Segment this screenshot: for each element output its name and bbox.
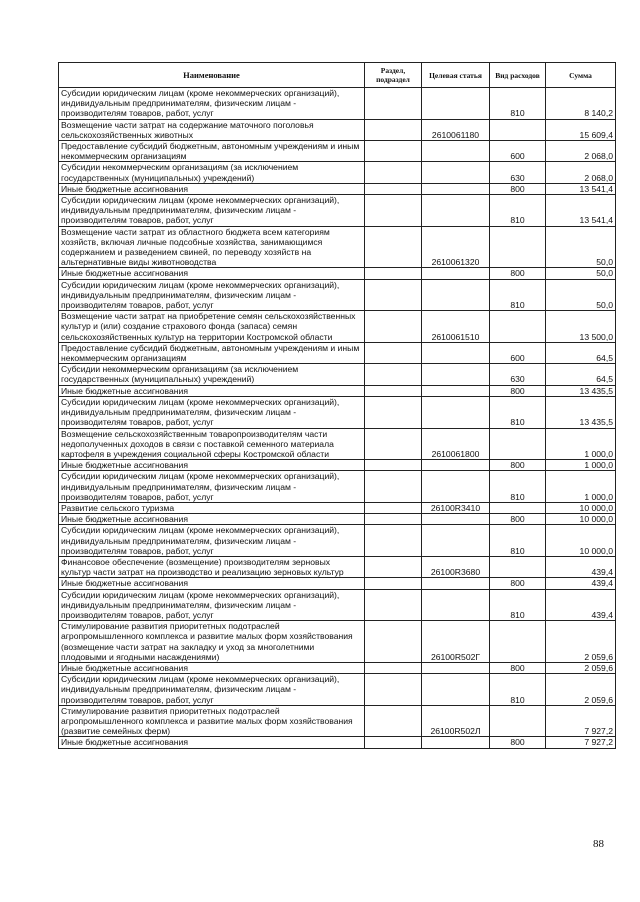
cell-article	[422, 279, 490, 311]
cell-sum: 2 059,6	[546, 674, 616, 706]
table-row	[59, 525, 616, 557]
cell-sum: 439,4	[546, 589, 616, 621]
header-row	[59, 63, 616, 88]
cell-name: Иные бюджетные ассигнования	[59, 578, 365, 589]
cell-kind: 810	[490, 88, 546, 120]
cell-name: Иные бюджетные ассигнования	[59, 385, 365, 396]
table-row	[59, 119, 616, 140]
table-row	[59, 396, 616, 428]
cell-name: Субсидии юридическим лицам (кроме некоммерческих организаций), индивидуальным предпринимателям, физическим лицам - производителям товаров, работ, услуг	[59, 589, 365, 621]
cell-kind: 810	[490, 279, 546, 311]
cell-article	[422, 525, 490, 557]
cell-kind: 630	[490, 162, 546, 183]
cell-section	[365, 556, 422, 577]
cell-name: Финансовое обеспечение (возмещение) производителям зерновых культур части затрат на производство и реализацию зерновых культур	[59, 556, 365, 577]
cell-article: 26100R502Г	[422, 621, 490, 663]
table-row	[59, 578, 616, 589]
cell-section	[365, 396, 422, 428]
cell-sum: 2 059,6	[546, 662, 616, 673]
cell-sum: 10 000,0	[546, 525, 616, 557]
cell-name: Возмещение части затрат на приобретение семян сельскохозяйственных культур и (или) создание страхового фонда (запаса) семян сельскохозяйственных культур на территории Костромской области	[59, 311, 365, 343]
cell-kind: 630	[490, 364, 546, 385]
cell-sum: 2 059,6	[546, 621, 616, 663]
cell-article	[422, 674, 490, 706]
cell-kind: 800	[490, 268, 546, 279]
cell-sum: 1 000,0	[546, 471, 616, 503]
table-row	[59, 364, 616, 385]
cell-kind: 800	[490, 514, 546, 525]
cell-sum: 50,0	[546, 226, 616, 268]
cell-section	[365, 589, 422, 621]
table-row	[59, 556, 616, 577]
cell-section	[365, 162, 422, 183]
cell-kind: 810	[490, 525, 546, 557]
table-row	[59, 621, 616, 663]
cell-article	[422, 737, 490, 748]
cell-sum: 50,0	[546, 268, 616, 279]
table-row	[59, 311, 616, 343]
cell-kind	[490, 556, 546, 577]
cell-name: Стимулирование развития приоритетных подотраслей агропромышленного комплекса и развитие малых форм хозяйствования (развитие семейных ферм)	[59, 705, 365, 737]
cell-name: Субсидии юридическим лицам (кроме некоммерческих организаций), индивидуальным предпринимателям, физическим лицам - производителям товаров, работ, услуг	[59, 195, 365, 227]
cell-name: Предоставление субсидий бюджетным, автономным учреждениям и иным некоммерческим организациям	[59, 342, 365, 363]
budget-table	[58, 62, 616, 749]
cell-section	[365, 705, 422, 737]
cell-section	[365, 342, 422, 363]
cell-kind	[490, 502, 546, 513]
cell-article	[422, 589, 490, 621]
cell-sum: 1 000,0	[546, 428, 616, 460]
cell-sum: 10 000,0	[546, 514, 616, 525]
table-row	[59, 705, 616, 737]
cell-sum: 439,4	[546, 556, 616, 577]
cell-name: Иные бюджетные ассигнования	[59, 460, 365, 471]
cell-sum: 8 140,2	[546, 88, 616, 120]
table-row	[59, 141, 616, 162]
table-row	[59, 589, 616, 621]
cell-section	[365, 621, 422, 663]
cell-article	[422, 460, 490, 471]
cell-kind: 600	[490, 342, 546, 363]
header-name: Наименование	[59, 63, 365, 88]
cell-kind	[490, 428, 546, 460]
cell-name: Субсидии юридическим лицам (кроме некоммерческих организаций), индивидуальным предпринимателям, физическим лицам - производителям товаров, работ, услуг	[59, 525, 365, 557]
table-row	[59, 226, 616, 268]
cell-section	[365, 88, 422, 120]
header-section: Раздел, подраздел	[365, 63, 422, 88]
cell-section	[365, 385, 422, 396]
cell-name: Иные бюджетные ассигнования	[59, 183, 365, 194]
cell-sum: 7 927,2	[546, 705, 616, 737]
table-row	[59, 460, 616, 471]
cell-article	[422, 162, 490, 183]
cell-section	[365, 141, 422, 162]
cell-name: Возмещение части затрат из областного бюджета всем категориям хозяйств, включая личные подсобные хозяйства, занимающимся содержанием и разведением свиней, по переводу хозяйств на альтернативные виды животноводства	[59, 226, 365, 268]
cell-article	[422, 385, 490, 396]
cell-name: Субсидии юридическим лицам (кроме некоммерческих организаций), индивидуальным предпринимателям, физическим лицам - производителям товаров, работ, услуг	[59, 396, 365, 428]
cell-sum: 64,5	[546, 342, 616, 363]
cell-article	[422, 268, 490, 279]
table-row	[59, 428, 616, 460]
cell-sum: 2 068,0	[546, 141, 616, 162]
table-row	[59, 662, 616, 673]
cell-sum: 64,5	[546, 364, 616, 385]
cell-name: Субсидии юридическим лицам (кроме некоммерческих организаций), индивидуальным предпринимателям, физическим лицам - производителям товаров, работ, услуг	[59, 279, 365, 311]
cell-article	[422, 364, 490, 385]
cell-sum: 2 068,0	[546, 162, 616, 183]
header-kind: Вид расходов	[490, 63, 546, 88]
cell-name: Иные бюджетные ассигнования	[59, 737, 365, 748]
cell-kind: 800	[490, 662, 546, 673]
table-row	[59, 502, 616, 513]
table-row	[59, 737, 616, 748]
cell-sum: 13 541,4	[546, 195, 616, 227]
cell-section	[365, 119, 422, 140]
cell-name: Предоставление субсидий бюджетным, автономным учреждениям и иным некоммерческим организациям	[59, 141, 365, 162]
cell-name: Иные бюджетные ассигнования	[59, 268, 365, 279]
cell-name: Субсидии некоммерческим организациям (за исключением государственных (муниципальных) учреждений)	[59, 162, 365, 183]
table-row	[59, 514, 616, 525]
cell-section	[365, 662, 422, 673]
table-row	[59, 162, 616, 183]
cell-name: Иные бюджетные ассигнования	[59, 662, 365, 673]
cell-article: 2610061800	[422, 428, 490, 460]
cell-article	[422, 342, 490, 363]
cell-kind	[490, 621, 546, 663]
page-number: 88	[593, 838, 604, 850]
cell-kind: 810	[490, 396, 546, 428]
cell-article	[422, 88, 490, 120]
cell-article: 26100R3410	[422, 502, 490, 513]
cell-article: 2610061510	[422, 311, 490, 343]
cell-sum: 7 927,2	[546, 737, 616, 748]
cell-name: Возмещение части затрат на содержание маточного поголовья сельскохозяйственных животных	[59, 119, 365, 140]
cell-name: Субсидии юридическим лицам (кроме некоммерческих организаций), индивидуальным предпринимателям, физическим лицам - производителям товаров, работ, услуг	[59, 471, 365, 503]
cell-sum: 50,0	[546, 279, 616, 311]
cell-section	[365, 183, 422, 194]
cell-sum: 1 000,0	[546, 460, 616, 471]
table-row	[59, 279, 616, 311]
cell-sum: 13 435,5	[546, 385, 616, 396]
cell-section	[365, 460, 422, 471]
cell-article: 2610061320	[422, 226, 490, 268]
cell-article	[422, 578, 490, 589]
cell-kind: 800	[490, 183, 546, 194]
cell-name: Возмещение сельскохозяйственным товаропроизводителям части недополученных доходов в связи с поставкой семенного материала картофеля в учреждения социальной сферы Костромской области	[59, 428, 365, 460]
cell-name: Иные бюджетные ассигнования	[59, 514, 365, 525]
cell-article	[422, 396, 490, 428]
table-header	[59, 63, 616, 88]
cell-kind	[490, 226, 546, 268]
cell-kind: 800	[490, 737, 546, 748]
cell-section	[365, 428, 422, 460]
table-row	[59, 183, 616, 194]
cell-section	[365, 311, 422, 343]
cell-kind: 800	[490, 385, 546, 396]
cell-name: Субсидии некоммерческим организациям (за исключением государственных (муниципальных) учреждений)	[59, 364, 365, 385]
cell-sum: 13 541,4	[546, 183, 616, 194]
cell-kind: 600	[490, 141, 546, 162]
table-row	[59, 471, 616, 503]
cell-kind: 800	[490, 460, 546, 471]
cell-section	[365, 471, 422, 503]
cell-section	[365, 226, 422, 268]
cell-article	[422, 471, 490, 503]
cell-article	[422, 183, 490, 194]
header-sum: Сумма	[546, 63, 616, 88]
cell-kind: 810	[490, 195, 546, 227]
cell-kind	[490, 705, 546, 737]
header-article: Целевая статья	[422, 63, 490, 88]
cell-section	[365, 195, 422, 227]
table-row	[59, 674, 616, 706]
cell-kind: 800	[490, 578, 546, 589]
table-row	[59, 195, 616, 227]
table-row	[59, 88, 616, 120]
cell-sum: 13 435,5	[546, 396, 616, 428]
cell-section	[365, 364, 422, 385]
cell-section	[365, 502, 422, 513]
cell-name: Стимулирование развития приоритетных подотраслей агропромышленного комплекса и развитие малых форм хозяйствования (возмещение части затрат на закладку и уход за многолетними плодовыми и ягодными насаждениями)	[59, 621, 365, 663]
cell-article	[422, 195, 490, 227]
cell-name: Субсидии юридическим лицам (кроме некоммерческих организаций), индивидуальным предпринимателям, физическим лицам - производителям товаров, работ, услуг	[59, 674, 365, 706]
cell-name: Субсидии юридическим лицам (кроме некоммерческих организаций), индивидуальным предпринимателям, физическим лицам - производителям товаров, работ, услуг	[59, 88, 365, 120]
cell-section	[365, 737, 422, 748]
cell-article: 26100R3680	[422, 556, 490, 577]
table-row	[59, 268, 616, 279]
cell-section	[365, 578, 422, 589]
cell-article: 26100R502Л	[422, 705, 490, 737]
cell-section	[365, 525, 422, 557]
cell-kind	[490, 311, 546, 343]
table-body	[59, 88, 616, 749]
cell-article: 2610061180	[422, 119, 490, 140]
table-row	[59, 342, 616, 363]
cell-kind	[490, 119, 546, 140]
cell-article	[422, 514, 490, 525]
cell-section	[365, 514, 422, 525]
cell-article	[422, 141, 490, 162]
cell-kind: 810	[490, 674, 546, 706]
cell-sum: 439,4	[546, 578, 616, 589]
cell-section	[365, 279, 422, 311]
cell-sum: 15 609,4	[546, 119, 616, 140]
cell-article	[422, 662, 490, 673]
cell-kind: 810	[490, 589, 546, 621]
cell-sum: 10 000,0	[546, 502, 616, 513]
cell-kind: 810	[490, 471, 546, 503]
cell-section	[365, 268, 422, 279]
table-row	[59, 385, 616, 396]
budget-sheet	[58, 62, 615, 749]
cell-name: Развитие сельского туризма	[59, 502, 365, 513]
cell-sum: 13 500,0	[546, 311, 616, 343]
cell-section	[365, 674, 422, 706]
